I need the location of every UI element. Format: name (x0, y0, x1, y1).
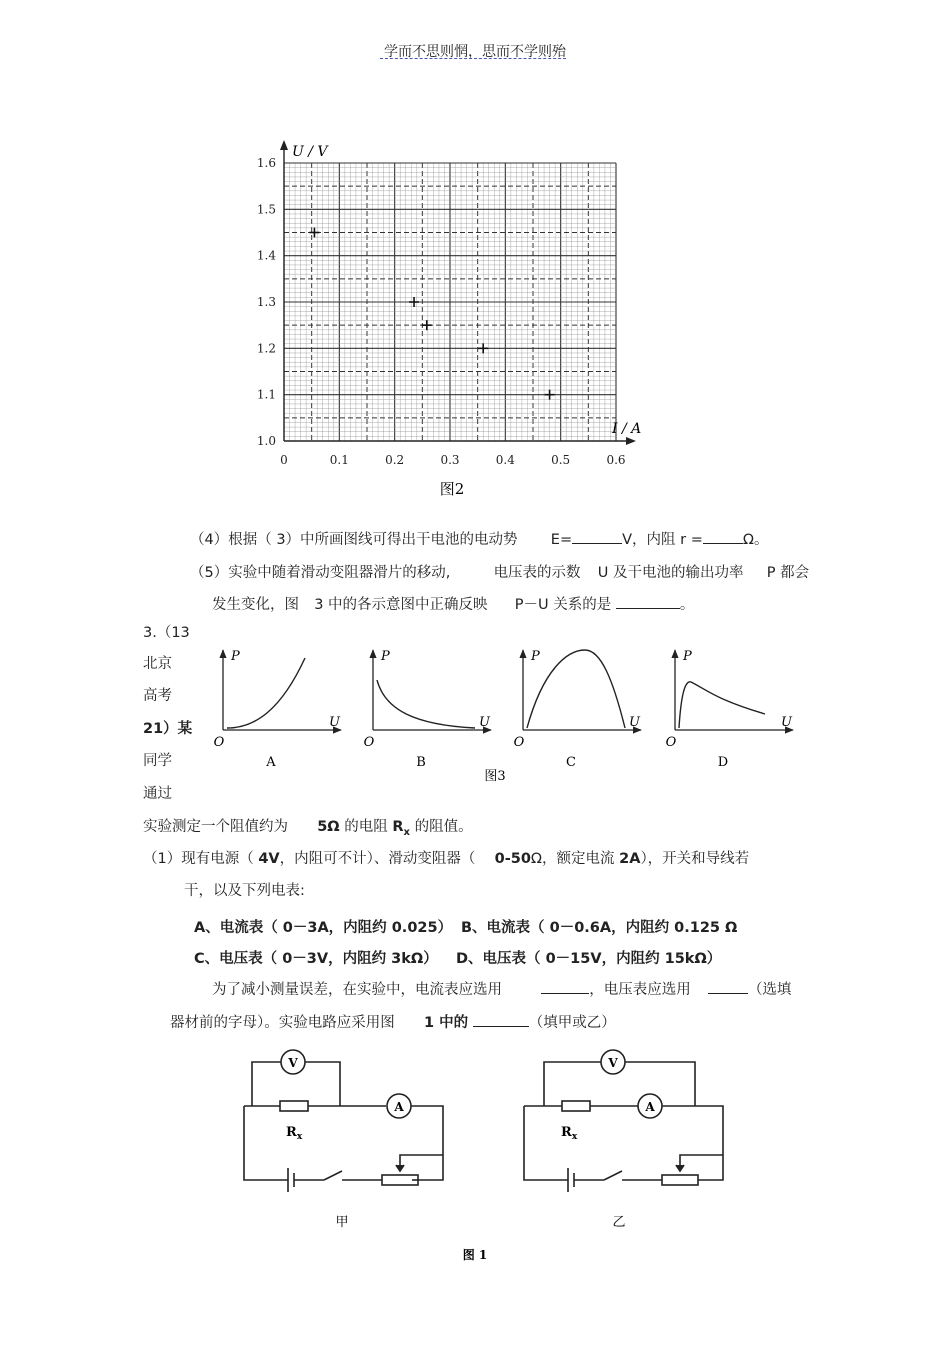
pu-panel-b (364, 649, 491, 770)
q3-intro-c: 的电阻 (344, 819, 388, 835)
pu-u-label: U (479, 715, 490, 730)
pu-panel-label: D (717, 755, 729, 770)
option-d: D、电压表（ 0－15V，内阻约 15kΩ） (456, 951, 722, 967)
q3-side-3: 21）某 (143, 721, 193, 737)
q4-r-blank[interactable] (703, 530, 743, 544)
y-tick-label: 1.5 (256, 202, 276, 217)
graph-grid (284, 163, 616, 441)
graph-ticks (257, 156, 626, 467)
q4-omega: Ω。 (742, 532, 769, 548)
circuit-blank[interactable] (473, 1013, 529, 1027)
pu-curve (377, 680, 475, 728)
data-point (545, 390, 555, 400)
x-tick-label: 0.6 (606, 453, 626, 467)
voltmeter-blank[interactable] (708, 980, 748, 994)
y-axis-arrow (280, 140, 288, 150)
q5-l1a: （5）实验中随着滑动变阻器滑片的移动, (190, 565, 451, 581)
pu-o-label: O (213, 735, 225, 750)
pu-curve (227, 658, 305, 728)
q3-p1-line2: 干，以及下列电表: (184, 883, 305, 899)
question-5-line1 (190, 561, 809, 582)
q3-intro (143, 815, 473, 838)
q5-l1b: 电压表的示数 (493, 565, 581, 581)
q3-p1d: 0-50 (494, 851, 531, 867)
data-point (409, 297, 419, 307)
q5-l1d: P 都会 (766, 565, 810, 581)
yi-rx-label: $R_x$ (561, 1125, 578, 1142)
pu-panel-label: A (266, 755, 276, 770)
data-point (309, 228, 319, 238)
y-tick-label: 1.1 (256, 387, 276, 402)
pu-u-label: U (329, 715, 340, 730)
q3-intro-sub: x (403, 826, 410, 838)
question-5-line2 (212, 593, 694, 614)
q3-ask-a: 为了减小测量误差，在实验中，电流表应选用 (212, 982, 502, 998)
y-tick-label: 1.4 (256, 248, 276, 263)
q5-l1c: U 及干电池的输出功率 (597, 565, 744, 581)
q5-l2b: 3 中的各示意图中正确反映 (314, 597, 488, 613)
pu-curve (679, 682, 765, 728)
figure-3-caption: 图3 (484, 769, 506, 784)
x-tick-label: 0.2 (385, 453, 405, 467)
q3-ask2c: （填甲或乙） (528, 1015, 616, 1031)
q5-blank[interactable] (616, 595, 680, 609)
pu-p-label: P (531, 649, 540, 664)
q3-side-0: 3.（13 (143, 625, 190, 641)
circuit-jia (244, 1050, 443, 1192)
x-axis-label: I / A (612, 421, 642, 437)
q3-p1c: ，内阻可不计）、滑动变阻器（ (279, 851, 476, 867)
q3-p1b: 4V (258, 851, 280, 867)
yi-voltmeter-label: V (608, 1056, 618, 1070)
question-4 (190, 528, 768, 549)
q4-e-label: E= (550, 532, 573, 548)
q3-ask-c: （选填 (747, 982, 792, 998)
data-point (478, 343, 488, 353)
y-tick-label: 1.2 (256, 341, 276, 356)
y-axis-label: U / V (292, 144, 328, 160)
jia-caption: 甲 (335, 1215, 349, 1230)
q3-p1-line1 (143, 847, 749, 868)
q3-side-1: 北京 (143, 656, 172, 672)
circuit-yi (524, 1050, 723, 1192)
figure-2-caption: 图2 (439, 480, 465, 498)
q3-ask2a: 器材前的字母）。实验电路应采用图 (170, 1015, 395, 1031)
x-axis-arrow (626, 437, 636, 445)
pu-u-label: U (781, 715, 792, 730)
x-tick-label: 0.1 (329, 453, 349, 467)
x-tick-label: 0.5 (551, 453, 571, 467)
q5-end: 。 (679, 597, 695, 613)
y-tick-label: 1.0 (256, 434, 276, 448)
pu-o-label: O (363, 735, 375, 750)
header-underline (380, 58, 566, 59)
option-a: A、电流表（ 0－3A，内阻约 0.025） (194, 920, 453, 936)
graph-points (309, 228, 554, 400)
jia-ammeter-label: A (394, 1100, 404, 1114)
q3-ask2b: 1 中的 (423, 1015, 469, 1031)
pu-panel-label: C (566, 755, 576, 770)
q4-text: （4）根据（ 3）中所画图线可得出干电池的电动势 (190, 532, 518, 548)
pu-o-label: O (665, 735, 677, 750)
figure-1-caption: 图 1 (462, 1248, 488, 1262)
q3-p1a: （1）现有电源（ (143, 851, 254, 867)
pu-p-label: P (683, 649, 692, 664)
q4-e-blank[interactable] (572, 530, 622, 544)
q3-intro-b: 5Ω (317, 819, 340, 835)
yi-ammeter-label: A (645, 1100, 655, 1114)
y-tick-label: 1.3 (256, 295, 276, 309)
q3-p1g: ），开关和导线若 (640, 851, 750, 867)
ammeter-blank[interactable] (541, 980, 589, 994)
q3-ask-line2 (170, 1011, 616, 1032)
pu-o-label: O (513, 735, 525, 750)
q3-p1f: 2A (619, 851, 641, 867)
pu-p-label: P (231, 649, 240, 664)
ui-graph (230, 130, 670, 500)
pu-panel-d (666, 649, 793, 770)
jia-voltmeter-label: V (288, 1056, 298, 1070)
figure-1-circuits (230, 1040, 750, 1270)
q3-intro-rx: R (392, 819, 404, 835)
pu-p-label: P (381, 649, 390, 664)
q3-ask-line1 (212, 978, 791, 999)
yi-caption: 乙 (612, 1215, 626, 1230)
option-b: B、电流表（ 0－0.6A，内阻约 0.125 Ω (461, 920, 738, 936)
pu-u-label: U (629, 715, 640, 730)
q5-l2a: 发生变化，图 (212, 597, 299, 613)
option-c: C、电压表（ 0－3V，内阻约 3kΩ） (194, 951, 438, 967)
q3-side-5: 通过 (143, 786, 172, 802)
q3-intro-d: 的阻值。 (414, 819, 473, 835)
data-point (422, 320, 432, 330)
pu-panel-a (214, 649, 341, 770)
q3-ask-b: ，电压表应选用 (589, 982, 691, 998)
q3-intro-a: 实验测定一个阻值约为 (143, 819, 288, 835)
q4-r-label: r = (680, 532, 703, 548)
y-tick-label: 1.6 (256, 156, 276, 170)
q5-l2c: P－U 关系的是 (514, 597, 612, 613)
x-tick-label: 0 (280, 453, 288, 467)
figure-3 (205, 640, 815, 790)
q4-v-unit: V，内阻 (622, 532, 676, 548)
jia-rx-label: $R_x$ (286, 1125, 303, 1142)
pu-curve (527, 650, 625, 728)
q3-side-2: 高考 (143, 688, 172, 704)
pu-panel-label: B (416, 755, 426, 770)
x-tick-label: 0.4 (495, 453, 515, 467)
q3-p1e: Ω，额定电流 (530, 851, 615, 867)
pu-panel-c (514, 649, 641, 770)
x-tick-label: 0.3 (440, 453, 460, 467)
q3-side-4: 同学 (143, 753, 172, 769)
page-header: 学而不思则惘，思而不学则殆 (384, 44, 566, 60)
